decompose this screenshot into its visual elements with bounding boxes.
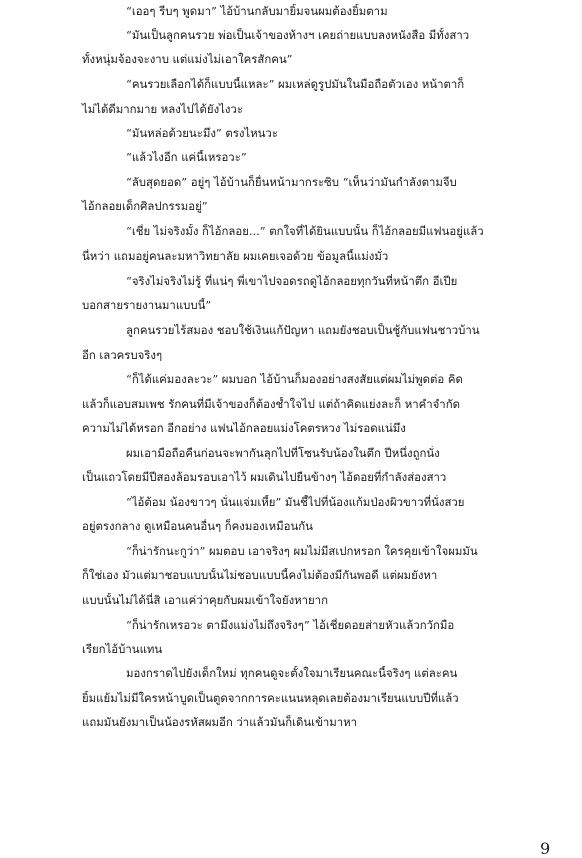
text-line: “แล้วไงอีก แค่นี้เหรอวะ”: [126, 150, 247, 164]
text-line: “ก็น่ารักเหรอวะ ตามึงแม่งไม่ถึงจริงๆ” ไอ้เชี่ยดอยส่ายหัวแล้วกวักมือ: [126, 618, 455, 632]
text-line: อีก เลวครบจริงๆ: [82, 348, 163, 362]
text-line: ลูกคนรวยไร้สมอง ชอบใช้เงินแก้ปัญหา แถมยังชอบเป็นชู้กับแฟนชาวบ้าน: [126, 323, 480, 337]
text-line: “คนรวยเลือกได้ก็แบบนี้แหละ” ผมเหล่ดูรูปมันในมือถือตัวเอง หน้าตาก็: [126, 77, 465, 91]
text-line: บอกสายรายงานมาแบบนี้”: [82, 298, 212, 312]
page-number: 9: [540, 839, 551, 858]
text-line: มองกราดไปยังเด็กใหม่ ทุกคนดูจะตั้งใจมาเรียนคณะนี้จริงๆ แต่ละคน: [126, 666, 458, 680]
text-line: “ก็น่ารักนะกูว่า” ผมตอบ เอาจริงๆ ผมไม่มีสเปกหรอก ใครคุยเข้าใจผมมัน: [126, 544, 478, 558]
text-line: เป็นแถวโดยมีปีสองล้อมรอบเอาไว้ ผมเดินไปยืนข้างๆ ไอ้ดอยที่กำลังส่องสาว: [82, 470, 447, 484]
text-line: “มันเป็นลูกคนรวย พ่อเป็นเจ้าของห้างฯ เคยถ่ายแบบลงหนังสือ มีทั้งสาว: [126, 28, 470, 42]
text-line: ก็ใช่เอง มัวแต่มาชอบแบบนั้นไม่ชอบแบบนี้คงไม่ต้องมีกันพอดี แต่ผมยังหา: [82, 568, 438, 582]
text-line: ไอ้กลอยเด็กศิลปกรรมอยู่”: [82, 199, 208, 213]
text-line: แล้วก็แอบสมเพช รักคนที่มีเจ้าของก็ต้องช้ำใจไป แต่ถ้าคิดแย่งละก็ หาคำจำกัด: [82, 397, 460, 411]
text-line: ความไม่ได้หรอก อีกอย่าง แฟนไอ้กลอยแม่งโคตรหวง ไม่รอดแน่มึง: [82, 421, 406, 435]
text-line: อยู่ตรงกลาง ดูเหมือนคนอื่นๆ ก็คงมองเหมือนกัน: [82, 519, 313, 533]
text-line: “เออๆ รีบๆ พูดมา” ไอ้บ้านกลับมายิ้มจนผมต้องยิ้มตาม: [126, 4, 388, 18]
text-line: “จริงไม่จริงไม่รู้ ที่แน่ๆ พี่เขาไปจอดรถดูไอ้กลอยทุกวันที่หน้าตึก อีเปีย: [126, 274, 458, 288]
text-line: “ก็ได้แค่มองละวะ” ผมบอก ไอ้บ้านก็มองอย่างสงสัยแต่ผมไม่พูดต่อ คิด: [126, 372, 463, 386]
text-line: “เชี่ย ไม่จริงมั้ง ก็ไอ้กลอย...” ตกใจที่ได้ยินแบบนั้น ก็ไอ้กลอยมีแฟนอยู่แล้ว: [126, 224, 484, 238]
text-line: แถมมันยังมาเป็นน้องรหัสผมอีก ว่าแล้วมันก็เดินเข้ามาหา: [82, 715, 358, 729]
text-line: ไม่ได้ดีมากมาย หลงไปได้ยังไงวะ: [82, 102, 243, 116]
text-line: เรียกไอ้บ้านแทน: [82, 642, 163, 656]
text-line: “ไอ้ต้อม น้องขาวๆ นั่นแจ่มเหี้ย” มันชี้ไปที่น้องแก้มป่องผิวขาวที่นั่งสวย: [126, 495, 465, 509]
text-line: ผมเอามือถือคืนก่อนจะพากันลุกไปที่โซนรับน้องในตึก ปีหนึ่งถูกนั่ง: [126, 446, 440, 460]
text-line: “มันหล่อด้วยนะมึง” ตรงไหนวะ: [126, 126, 278, 140]
text-line: ยิ้มแย้มไม่มีใครหน้าบูดเป็นตูดจากการคะแนนหลุดเลยต้องมาเรียนแบบปีที่แล้ว: [82, 691, 459, 705]
text-line: แบบนั้นไม่ได้นี่สิ เอาแค่ว่าคุยกับผมเข้าใจยังหายาก: [82, 593, 329, 607]
text-line: นี่หว่า แถมอยู่คนละมหาวิทยาลัย ผมเคยเจอด้วย ข้อมูลนี้แม่งมั่ว: [82, 249, 389, 263]
text-line: “ลับสุดยอด” อยู่ๆ ไอ้บ้านก็ยื่นหน้ามากระซิบ “เห็นว่ามันกำลังตามจีบ: [126, 175, 457, 189]
text-line: ทั้งหนุ่มจ้องจะงาบ แต่แม่งไม่เอาใครสักคน”: [82, 52, 293, 66]
